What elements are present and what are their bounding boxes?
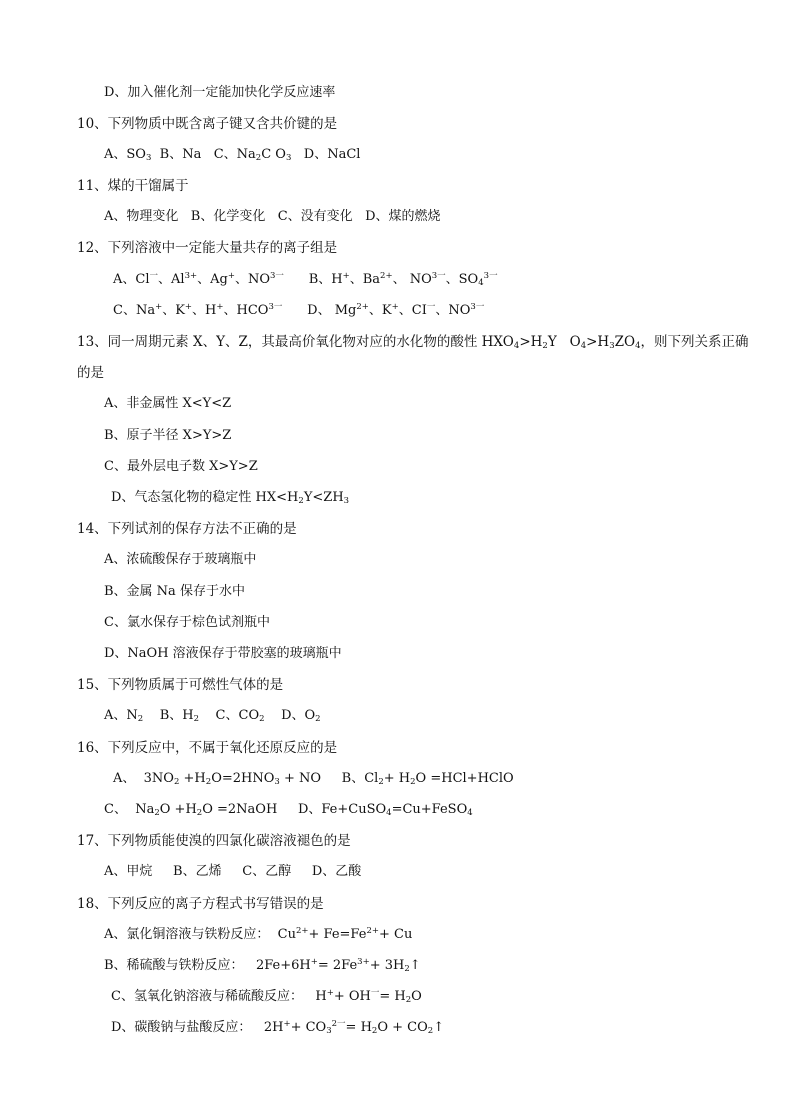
q15-options: A、$N_2$ B、$H_2$ C、$CO_2$ D、$O_2$ bbox=[104, 708, 321, 724]
q10-options: A、$SO_3$ B、Na C、$Na_2C$ $O_3$ D、NaCl bbox=[104, 147, 361, 163]
q14-option-d: D、NaOH 溶液保存于带胶塞的玻璃瓶中 bbox=[104, 646, 342, 661]
q13-option-b: B、原子半径 X>Y>Z bbox=[104, 428, 232, 443]
q16-options-ab: A、 $3NO_2 +H_2O=2HNO_3$ + NO B、$Cl_2+ H_2O$ =HCl+HClO bbox=[113, 771, 514, 787]
q13-option-c: C、最外层电子数 X>Y>Z bbox=[104, 459, 258, 474]
q12-options-ab: A、$Cl^一$、$Al^{3+}$、Ag+、$NO^{3一}$ B、H+、$Ba^{2+}$、 $NO^{3一}$、$SO_4^{3一}$ bbox=[113, 271, 498, 288]
up-arrow-icon: ↑ bbox=[433, 1020, 445, 1035]
q14-option-c: C、氯水保存于棕色试剂瓶中 bbox=[104, 615, 270, 630]
q9-option-d: D、加入催化剂一定能加快化学反应速率 bbox=[104, 85, 336, 100]
q13-option-d: D、气态氢化物的稳定性 $HX<H_2Y<ZH_3$ bbox=[111, 490, 350, 506]
q18-option-a: A、氯化铜溶液与铁粉反应： $Cu^{2+}+ Fe=Fe^{2+}+ Cu$ bbox=[104, 926, 413, 942]
q17-options: A、甲烷 B、乙烯 C、乙醇 D、乙酸 bbox=[104, 864, 362, 879]
q14-option-a: A、浓硫酸保存于玻璃瓶中 bbox=[104, 552, 257, 567]
question-10: 10、下列物质中既含离子键又含共价键的是 bbox=[77, 116, 338, 132]
q12-options-cd: C、Na+、K+、H+、$HCO^{3一}$ D、 $Mg^{2+}$、K+、$CI^一$、$NO^{3一}$ bbox=[113, 302, 485, 318]
question-16: 16、下列反应中，不属于氧化还原反应的是 bbox=[77, 740, 338, 756]
question-14: 14、下列试剂的保存方法不正确的是 bbox=[77, 521, 297, 537]
q14-option-b: B、金属 Na 保存于水中 bbox=[104, 584, 245, 599]
q13-option-a: A、非金属性 X<Y<Z bbox=[104, 396, 232, 411]
q18-option-d: D、碳酸钠与盐酸反应： $2H^++ CO_3^{2一}= H_2O$ + $CO_2↑$ bbox=[111, 1019, 445, 1036]
question-13: 13、同一周期元素 X、Y、Z，其最高价氧化物对应的水化物的酸性 $HXO_4>H_2Y$ $O_4>H_3ZO_4$，则下列关系正确 bbox=[77, 334, 749, 351]
question-13-continued: 的是 bbox=[77, 365, 104, 381]
q18-option-c: C、氢氧化钠溶液与稀硫酸反应： $H^++ OH^一= H_2O$ bbox=[111, 988, 422, 1005]
question-17: 17、下列物质能使溴的四氯化碳溶液褪色的是 bbox=[77, 833, 351, 849]
q11-options: A、物理变化 B、化学变化 C、没有变化 D、煤的燃烧 bbox=[104, 209, 441, 224]
question-18: 18、下列反应的离子方程式书写错误的是 bbox=[77, 896, 324, 912]
question-11: 11、煤的干馏属于 bbox=[77, 178, 189, 194]
question-12: 12、下列溶液中一定能大量共存的离子组是 bbox=[77, 240, 338, 256]
question-15: 15、下列物质属于可燃性气体的是 bbox=[77, 677, 284, 693]
up-arrow-icon: ↑ bbox=[409, 958, 421, 973]
q16-options-cd: C、 $Na_2O +H_2O$ =2NaOH D、Fe+CuSO$_4$=Cu+FeSO$_4$ bbox=[104, 802, 473, 818]
q18-option-b: B、稀硫酸与铁粉反应： $2Fe+6H^+= 2Fe^{3+}+$ $3H_2↑$ bbox=[104, 957, 421, 974]
